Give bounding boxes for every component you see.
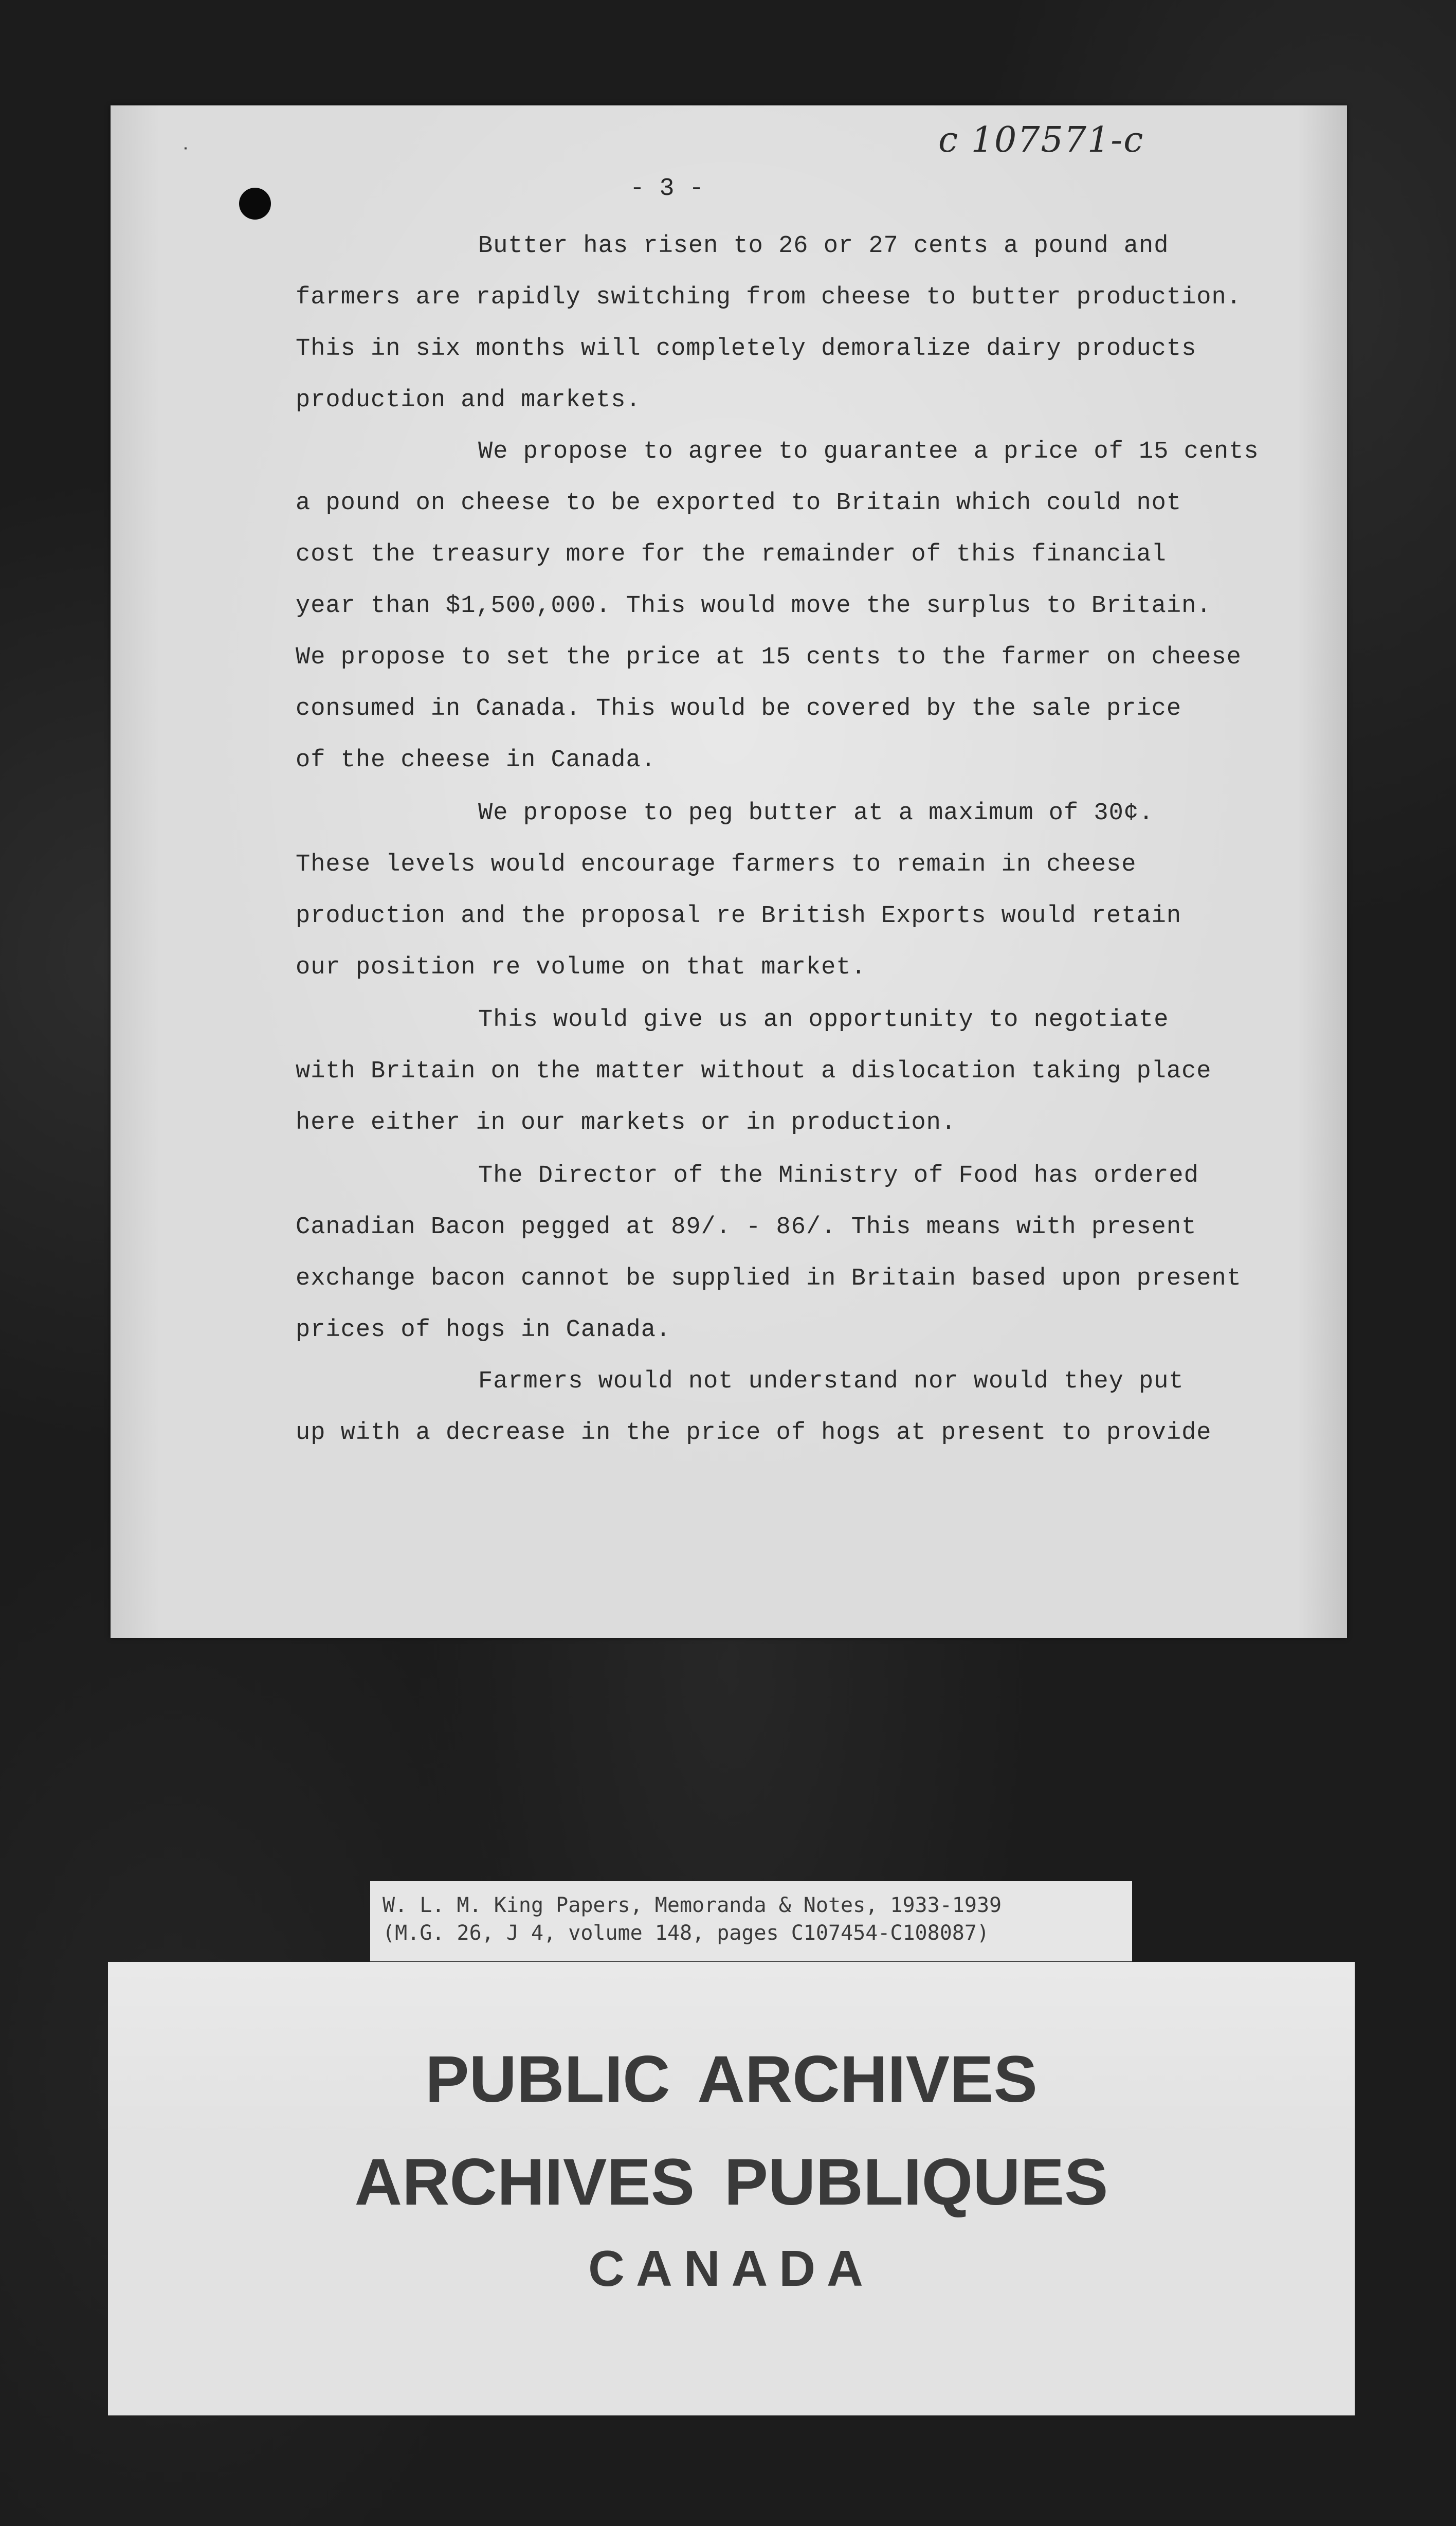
archives-card-title-fr: ARCHIVES PUBLIQUES — [354, 2145, 1108, 2219]
body-line: We propose to peg butter at a maximum of 30¢. — [478, 800, 1154, 827]
body-line: This in six months will completely demoralize dairy products — [296, 335, 1197, 363]
body-line: production and markets. — [296, 387, 641, 414]
corner-mark: ᐝ — [183, 144, 188, 168]
citation-line-1: W. L. M. King Papers, Memoranda & Notes, 1933-1939 — [383, 1893, 1002, 1917]
body-line: up with a decrease in the price of hogs at present to provide — [296, 1419, 1212, 1447]
punch-hole — [239, 188, 271, 220]
body-line: cost the treasury more for the remainder of this financial — [296, 541, 1167, 568]
body-line: a pound on cheese to be exported to Britain which could not — [296, 490, 1182, 517]
body-line: farmers are rapidly switching from cheese to butter production. — [296, 284, 1242, 311]
body-line: here either in our markets or in production. — [296, 1109, 957, 1136]
body-line: our position re volume on that market. — [296, 954, 866, 981]
body-line: Canadian Bacon pegged at 89/. - 86/. This means with present — [296, 1214, 1197, 1241]
public-archives-card — [108, 1962, 1355, 2415]
body-line: consumed in Canada. This would be covered by the sale price — [296, 695, 1182, 723]
body-line: We propose to set the price at 15 cents to the farmer on cheese — [296, 644, 1242, 671]
archives-card-country: CANADA — [588, 2240, 875, 2297]
archive-reference-number: c 107571-c — [938, 120, 1144, 160]
body-line: Butter has risen to 26 or 27 cents a pound and — [478, 232, 1169, 260]
citation-label — [370, 1881, 1132, 1961]
archives-card-title-en: PUBLIC ARCHIVES — [425, 2043, 1038, 2116]
body-line: This would give us an opportunity to negotiate — [478, 1006, 1169, 1034]
body-line: The Director of the Ministry of Food has ordered — [478, 1162, 1199, 1189]
body-line: prices of hogs in Canada. — [296, 1316, 671, 1344]
body-line: production and the proposal re British Exports would retain — [296, 903, 1182, 930]
body-line: We propose to agree to guarantee a price of 15 cents — [478, 438, 1259, 465]
body-line: year than $1,500,000. This would move the surplus to Britain. — [296, 592, 1212, 620]
body-line: exchange bacon cannot be supplied in Britain based upon present — [296, 1265, 1242, 1292]
body-line: These levels would encourage farmers to remain in cheese — [296, 851, 1137, 878]
body-line: with Britain on the matter without a dislocation taking place — [296, 1058, 1212, 1085]
typed-document-page — [111, 105, 1347, 1638]
body-line: Farmers would not understand nor would they put — [478, 1368, 1184, 1395]
page-number: - 3 - — [630, 175, 704, 203]
citation-line-2: (M.G. 26, J 4, volume 148, pages C107454-C108087) — [383, 1921, 990, 1945]
body-line: of the cheese in Canada. — [296, 747, 656, 774]
